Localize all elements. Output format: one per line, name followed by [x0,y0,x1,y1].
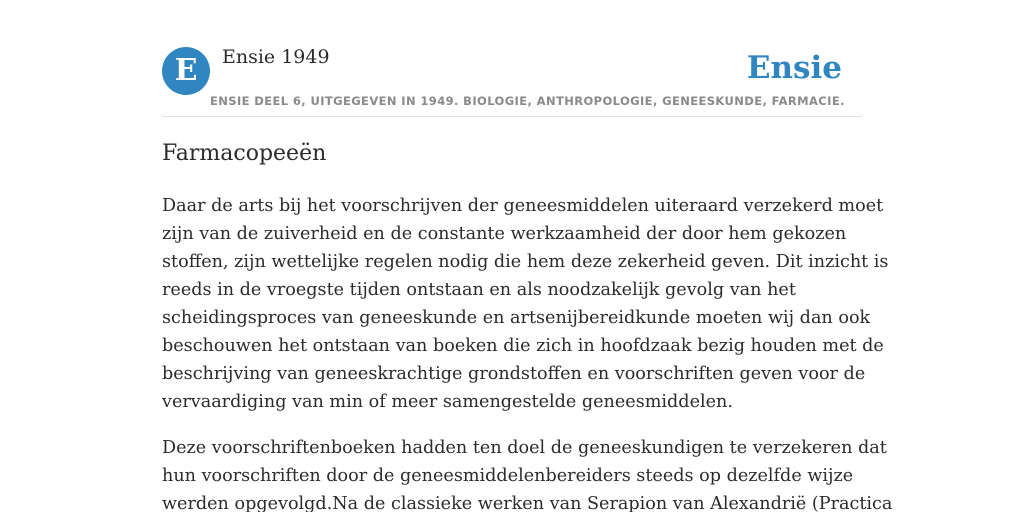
article [162,138,893,512]
site-header [162,40,862,117]
paragraph-line: beschrijving van geneeskrachtige grondstoffen en voorschriften geven voor de [162,364,866,384]
site-title[interactable]: Ensie 1949 [222,46,330,68]
paragraph-line: scheidingsproces van geneeskunde en artsenijbereidkunde moeten wij dan ook [162,308,871,328]
paragraph-line: vervaardiging van min of meer samengestelde geneesmiddelen. [162,392,733,412]
article-paragraph [162,434,893,512]
article-paragraph [162,192,889,416]
paragraph-line: reeds in de vroegste tijden ontstaan en als noodzakelijk gevolg van het [162,280,796,300]
paragraph-line: werden opgevolgd.Na de classieke werken van Serapion van Alexandrië (Practica [162,494,893,512]
paragraph-line: beschouwen het ontstaan van boeken die zich in hoofdzaak bezig houden met de [162,336,884,356]
ensie-logo-icon[interactable]: E [162,47,210,95]
paragraph-line: stoffen, zijn wettelijke regelen nodig die hem deze zekerheid geven. Dit inzicht is [162,252,889,272]
edition-subtitle: ENSIE DEEL 6, UITGEGEVEN IN 1949. BIOLOGIE, ANTHROPOLOGIE, GENEESKUNDE, FARMACIE. [210,94,845,108]
paragraph-line: Deze voorschriftenboeken hadden ten doel de geneeskundigen te verzekeren dat [162,438,887,458]
article-title: Farmacopeeën [162,141,327,166]
paragraph-line: hun voorschriften door de geneesmiddelenbereiders steeds op dezelfde wijze [162,466,854,486]
brand-logo[interactable]: Ensie [746,50,842,86]
paragraph-line: zijn van de zuiverheid en de constante werkzaamheid der door hem gekozen [162,224,847,244]
paragraph-line: Daar de arts bij het voorschrijven der geneesmiddelen uiteraard verzekerd moet [162,196,884,216]
